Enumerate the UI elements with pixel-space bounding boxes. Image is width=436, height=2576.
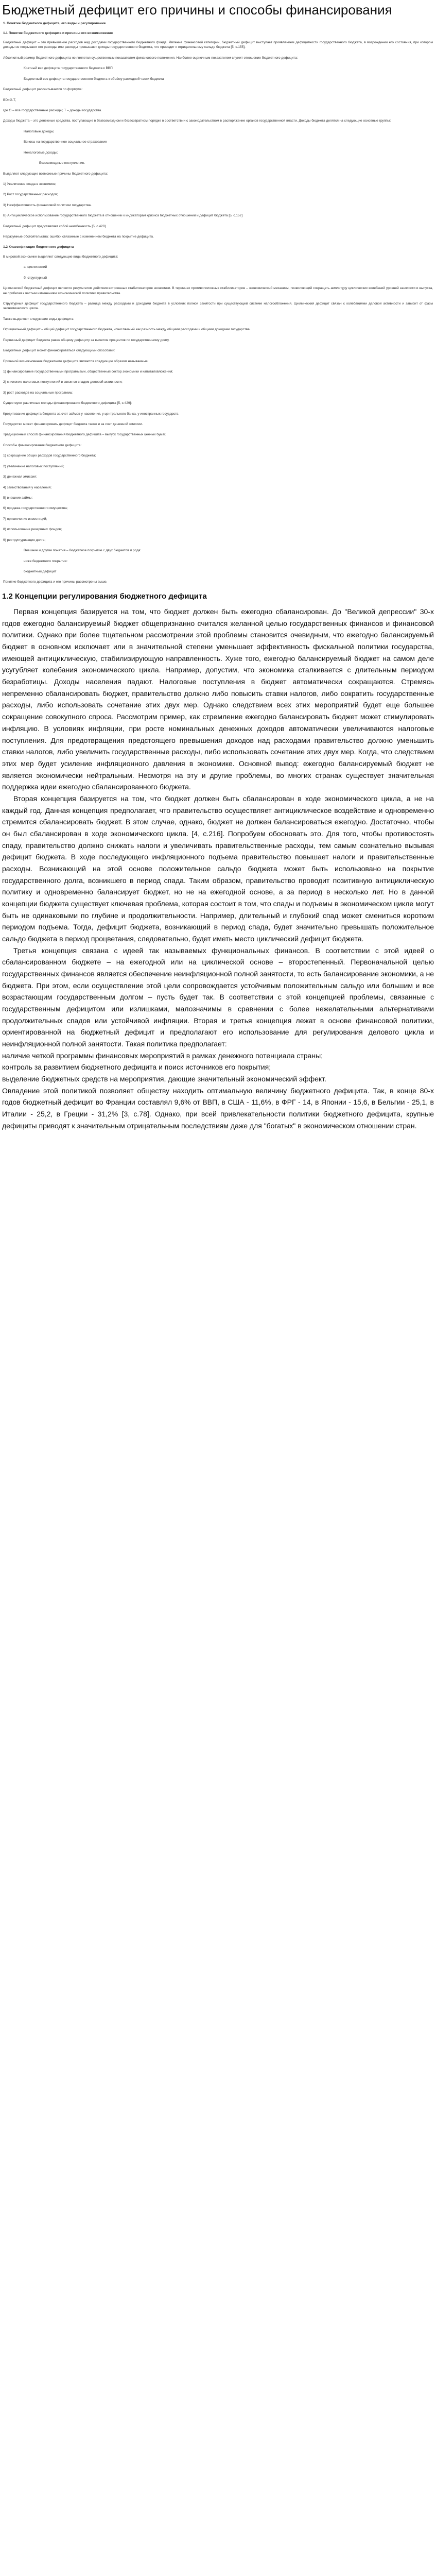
list-item: б. структурный	[24, 276, 47, 280]
paragraph: Кредитование дефицита бюджета за счет займов у населения, у центрального банка, у иностранных государств.	[3, 412, 180, 416]
paragraph: Причиной возникновения бюджетного дефицита являются следующие образом называемые:	[3, 359, 149, 363]
section-heading: 1.2 Концепции регулирования бюджетного дефицита	[2, 591, 207, 601]
page-title: Бюджетный дефицит его причины и способы финансирования	[2, 2, 392, 18]
list-item: Налоговые доходы;	[24, 129, 55, 133]
paragraph: Третья концепция связана с идеей так называемых функциональных финансов. В соответствии с этой идеей о сбалансированном бюджете – на ежегодной или на циклической основе – второстепенный. Первоначальной целью государственных финансов является обеспечение неинфляционной полной занятости, то есть балансирование экономики, а не бюджета. При этом, если осуществление этой цели сопровождается устойчивым положительным сальдо или большим и все возрастающим государственным долгом – пусть будет так. В соответствии с этой концепцией проблемы, связанные с государственным дефицитом или излишками, малозначимы в сравнении с более нежелательными альтернативами продолжительных спадов или устойчивой инфляции. Вторая и третья концепция лежат в основе финансовой политики, ориентированной на бюджетный дефицит и предполагают его использование для регулирования делового цикла и неинфляционной полной занятости. Такая политика предполагает:	[2, 946, 434, 1048]
list-item: 3) рост расходов на социальные программы;	[3, 391, 74, 395]
scanned-text-section	[0, 21, 436, 585]
paragraph: Также выделяют следующие виды дефицита:	[3, 317, 75, 321]
list-item: а. циклический	[24, 265, 47, 269]
list-item: 3) денежная эмиссия;	[3, 475, 37, 479]
paragraph: Вторая концепция базируется на том, что бюджет должен быть сбалансирован в ходе экономического цикла, а не на каждый год. Данная концепция предполагает, что правительство осуществляет антициклическое воздействие и одновременно стремится сбалансировать бюджет. В этом случае, однако, бюджет не должен балансироваться ежегодно. Достаточно, чтобы он был сбалансирован в ходе экономического цикла. [4, с.216]. Попробуем обосновать это. Для того, чтобы противостоять спаду, правительство должно снижать налоги и увеличивать правительственные расходы, тем самым сознательно вызывая дефицит бюджета. В ходе последующего инфляционного подъема правительство повышает налоги и правительственные расходы. Возникающий на этой основе положительное сальдо бюджета может быть использовано на покрытие государственного долга, возникшего в период спада. Таким образом, правительство проводит позитивную антициклическую политику и одновременно балансирует бюджет, но не на ежегодной основе, а за период в несколько лет. Но в данной концепции бюджета существует ключевая проблема, которая состоит в том, что спады и подъемы в экономическом цикле могут быть не одинаковыми по глубине и продолжительности. Например, длительный и глубокий спад может смениться коротким периодом подъема. Тогда, дефицит бюджета, возникающий в период спада, будет значительно превышать положительное сальдо бюджета в период процветания, следовательно, будет иметь место циклический дефицит бюджета.	[2, 794, 434, 943]
list-item: 1) финансирование государственными программами, общественный сектор экономики и капиталовложения;	[3, 369, 173, 374]
list-item: Неналоговые доходы;	[24, 150, 58, 155]
list-item: Бюджетный вес дефицита государственного бюджета к объёму расходной части бюджета	[24, 77, 164, 81]
paragraph: Абсолютный размер бюджетного дефицита не является существенным показателем финансового положения. Наиболее оценочным показателем служит отношение бюджетного дефицита:	[3, 56, 298, 60]
paragraph: В) Антициклическое использование государственного бюджета в отношении к индикаторам кризиса бюджетных отношений и дефицит бюджета [5, с.152]	[3, 214, 243, 218]
list-item: 7) привлечение инвестиций;	[3, 517, 47, 521]
subsection-heading: 1.2 Классификация бюджетного дефицита	[3, 245, 74, 249]
paragraph: бюджетный дефицит	[24, 569, 57, 573]
paragraph: Традиционный способ финансирования бюджетного дефицита – выпуск государственных ценных бумаг.	[3, 433, 166, 437]
paragraph: Структурный дефицит государственного бюджета – разница между расходами и доходами бюджета в условиях полной занятости при существующей системе налогообложения. Циклический дефицит связан с колебаниями деловой активности и зависит от фазы экономического цикла.	[3, 302, 433, 311]
paragraph: Овладение этой политикой позволяет обществу находить оптимальную величину бюджетного дефицита. Так, в конце 80-х годов бюджетный дефицит во Франции составлял 9,6% от ВВП, в США - 11,6%, в ФРГ - 14, в Японии - 15,6, в Бельгии - 25,1, в Италии - 25,2, в Греции - 31,2% [3, с.78]. Однако, при всей привлекательности политики бюджетного дефицита, крупные дефициты приводят к значительным отрицательным последствиям даже для "богатых" в экономическом отношении стран.	[2, 1086, 434, 1130]
list-item: 3) Неэффективность финансовой политики государства.	[3, 203, 92, 207]
paragraph: Внешние и другие понятия – бюджетное покрытие с двух бюджетов и рода:	[24, 549, 142, 553]
paragraph: Доходы бюджета – это денежные средства, поступающие в безвозмездном и безвозвратном порядке в соответствии с законодательством в распоряжение органов государственной власти. Доходы бюджета делятся на следующие основные группы:	[3, 119, 391, 123]
list-item: выделение бюджетных средств на мероприятия, дающие значительный экономический эффект.	[2, 1074, 326, 1083]
paragraph: Выделяют следующие возможные причины бюджетного дефицита:	[3, 172, 108, 176]
paragraph: Существуют различные методы финансирования бюджетного дефицита [5, с.429]:	[3, 401, 132, 405]
methods-list	[3, 453, 433, 543]
paragraph: где G – все государственные расходы; T – доходы государства.	[3, 108, 102, 112]
list-item: 5) внешние займы;	[3, 496, 33, 500]
list-item: 2) снижение налоговых поступлений в связи со спадом деловой активности;	[3, 380, 123, 384]
list-item: 1) Увеличение спада в экономике;	[3, 182, 57, 186]
list-item: 2) Рост государственных расходов;	[3, 193, 58, 197]
list-item: наличие четкой программы финансовых мероприятий в рамках денежного потенциала страны;	[2, 1051, 323, 1060]
paragraph: Бюджетный дефицит рассчитывается по формуле:	[3, 88, 83, 92]
paragraph: ниже бюджетного покрытия:	[24, 559, 68, 563]
paragraph: Неразумные обстоятельства: ошибки связанные с изменением бюджета на покрытие дефицита.	[3, 235, 154, 239]
paragraph: В мировой экономике выделяют следующие виды бюджетного дефицита:	[3, 255, 118, 259]
list-item: 2) увеличение налоговых поступлений;	[3, 464, 64, 468]
paragraph: Первичный дефицит бюджета равен общему дефициту за вычетом процентов по государственному долгу.	[3, 338, 170, 342]
list-item: 1) сокращение общих расходов государственного бюджета;	[3, 454, 96, 458]
list-item: Взносы на государственное социальное страхование	[24, 140, 107, 144]
list-item: 8) использование резервных фондов;	[3, 528, 62, 532]
formula: BD=G-T,	[3, 98, 16, 102]
list-item: контроль за развитием бюджетного дефицита и поиск источников его покрытия;	[2, 1063, 271, 1072]
list-item: Безвозмездные поступления.	[39, 161, 85, 165]
paragraph: Бюджетный дефицит представляет собой неизбежность [5, с.420]	[3, 224, 106, 228]
paragraph: Первая концепция базируется на том, что бюджет должен быть ежегодно сбалансирован. До "Великой депрессии" 30-х годов ежегодно балансируемый бюджет общепризнанно считался желанной целью государственных финансов и финансовой политики. Однако при более тщательном рассмотрении этой проблемы становится очевидным, что ежегодно балансируемый бюджет в основном исключает или в значительной степени уменьшает эффективность фискальной политики государства, имеющей антициклическую, стабилизирующую направленность. Хуже того, ежегодно балансируемый бюджет на самом деле усугубляет колебания экономического цикла. Например, допустим, что экономика сталкивается с длительным периодом безработицы. Доходы населения падают. Налоговые поступления в бюджет автоматически сокращаются. Стремясь непременно сбалансировать бюджет, правительство должно либо повысить ставки налогов, либо сократить государственные расходы, либо использовать сочетание этих двух мер. Однако следствием всех этих мероприятий будет еще большее сокращение совокупного спроса. Рассмотрим пример, как стремление ежегодно балансировать бюджет может стимулировать инфляцию. В условиях инфляции, при росте номинальных денежных доходов автоматически увеличиваются налоговые поступления. Для предотвращения предстоящего превышения доходов над расходами правительство должно уменьшить ставки налогов, либо увеличить государственные расходы, либо использовать сочетание этих двух мер. Когда, что следствием этих мер будет усиление инфляционного давления в экономике. Основной вывод: ежегодно балансируемый бюджет не является экономически нейтральным. Несмотря на эту и другие проблемы, во многих странах существует значительная поддержка идеи ежегодно сбалансированного бюджета.	[2, 607, 434, 791]
list-item: Кратный вес дефицита государственного бюджета к ВВП	[24, 66, 113, 71]
list-item: 9) реструктуризация долга;	[3, 538, 46, 542]
paragraph: Государство может финансировать дефицит бюджета также и за счет денежной эмиссии.	[3, 422, 143, 427]
section-heading: 1. Понятие бюджетного дефицита, его виды и регулирование	[3, 22, 106, 26]
paragraph: Бюджетный дефицит может финансироваться следующими способами:	[3, 349, 115, 353]
subsection-heading: 1.1 Понятие бюджетного дефицита и причины его возникновения	[3, 31, 113, 35]
main-text-section	[0, 590, 436, 1132]
paragraph: Официальный дефицит – общий дефицит государственного бюджета, исчисляемый как разность между общими расходами и общими доходами государства.	[3, 328, 251, 332]
list-item: 4) заимствования у населения;	[3, 485, 51, 489]
paragraph: Циклический бюджетный дефицит является результатом действия встроенных стабилизаторов экономики. В терминах противоположных стабилизаторов – экономический механизм, позволяющий сокращать амплитуду циклических колебаний уровней занятости и выпуска, не прибегая к частым изменениям экономической политики правительства.	[3, 286, 433, 295]
paragraph: Способы финансирования бюджетного дефицита:	[3, 443, 82, 447]
list-item: 6) продажа государственного имущества;	[3, 506, 68, 511]
paragraph: Понятие бюджетного дефицита и его причины рассмотрены выше.	[3, 580, 108, 584]
paragraph: Бюджетный дефицит – это превышение расходов над доходами государственного бюджетного фонда. Явление финансовой категории, бюджетный дефицит выступает проявлением дефицитности государственного бюджета, в возрождении его состояния, при котором доходы не покрывают его расходы или расходы превышают доходы государственного бюджета, что приводит к отрицательному сальдо бюджета [5, с.155].	[3, 41, 433, 49]
